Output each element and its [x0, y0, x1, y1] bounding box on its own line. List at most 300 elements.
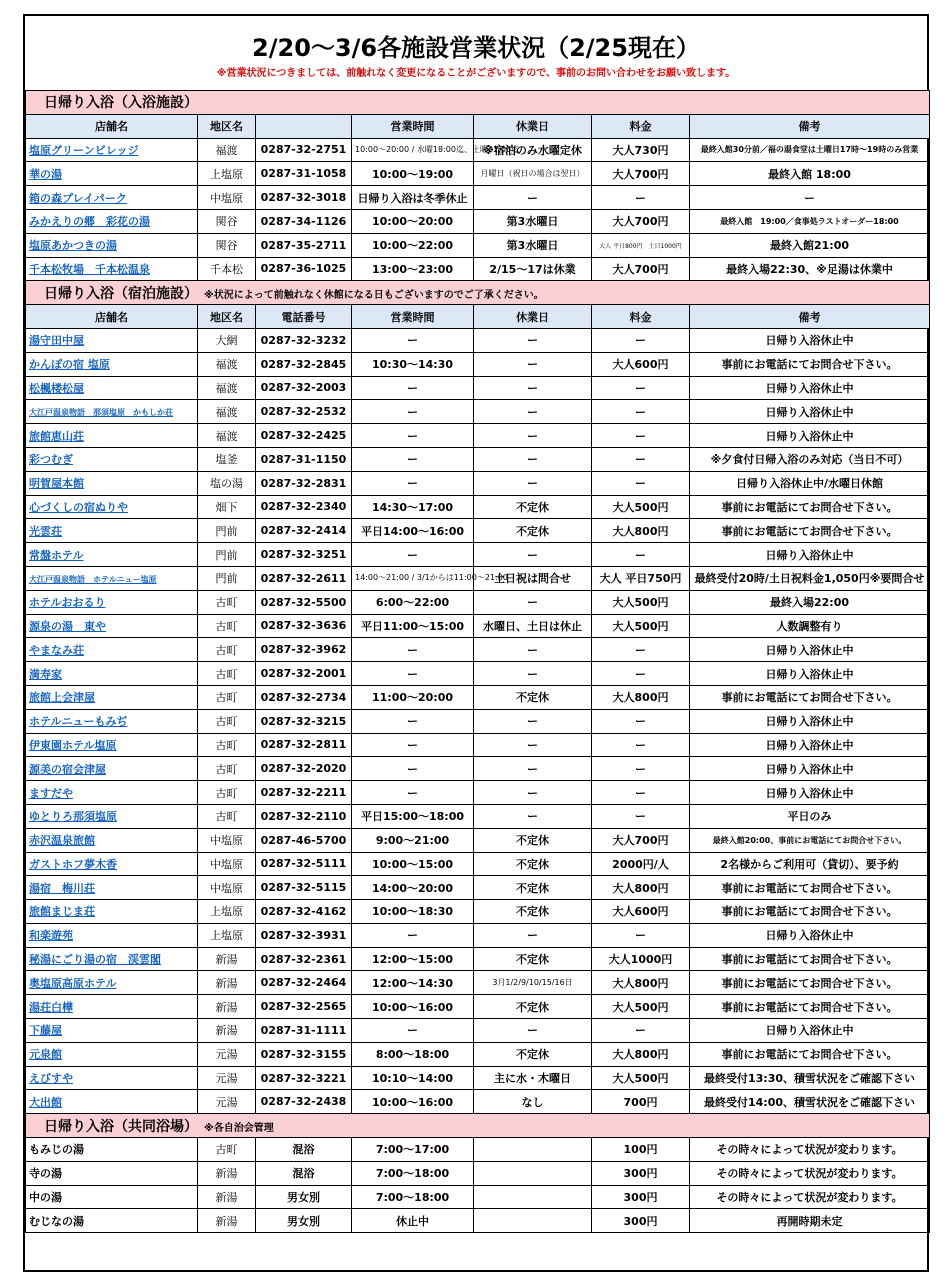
facility-link[interactable]: 松楓楼松屋	[29, 381, 84, 395]
cell-area: 上塩原	[198, 900, 256, 924]
cell-remarks: ※夕食付日帰入浴のみ対応（当日不可）	[690, 447, 930, 471]
table-row	[26, 138, 930, 162]
cell-phone: 0287-36-1025	[256, 257, 352, 281]
table-row	[26, 828, 930, 852]
cell-area: 塩釜	[198, 447, 256, 471]
table-row	[26, 614, 930, 638]
facility-name-cell	[26, 828, 198, 852]
cell-hours: ー	[352, 376, 474, 400]
cell-area: 中塩原	[198, 876, 256, 900]
facility-link[interactable]: 元泉館	[29, 1048, 62, 1062]
cell-fee: 300円	[592, 1161, 690, 1185]
cell-remarks: 最終受付14:00、積雪状況をご確認下さい	[690, 1090, 930, 1114]
facility-name-cell	[26, 1161, 198, 1185]
cell-hours: ー	[352, 923, 474, 947]
cell-remarks: 事前にお電話にてお問合せ下さい。	[690, 495, 930, 519]
facility-name-cell	[26, 566, 198, 590]
cell-phone: 混浴	[256, 1138, 352, 1162]
cell-fee: 大人 平日800円 土日1000円	[592, 233, 690, 257]
cell-fee: ー	[592, 1019, 690, 1043]
facility-name-cell	[26, 1042, 198, 1066]
table-row	[26, 543, 930, 567]
facility-link[interactable]: 伊東園ホテル塩原	[29, 738, 117, 752]
cell-hours: 休止中	[352, 1209, 474, 1233]
facility-link[interactable]: 奥塩原高原ホテル	[29, 976, 117, 990]
cell-closed: ー	[474, 733, 592, 757]
cell-hours: 10:10～14:00	[352, 1066, 474, 1090]
cell-remarks: 最終入館 18:00	[690, 162, 930, 186]
cell-hours: 10:00～20:00	[352, 209, 474, 233]
section-title: 日帰り入浴（宿泊施設）	[44, 285, 198, 302]
facility-link[interactable]: かんぽの宿 塩原	[29, 358, 110, 372]
cell-fee: 大人500円	[592, 1066, 690, 1090]
cell-hours: ー	[352, 781, 474, 805]
cell-remarks: 再開時期未定	[690, 1209, 930, 1233]
cell-area: 関谷	[198, 209, 256, 233]
facility-link[interactable]: ゆとりろ那須塩原	[29, 810, 117, 824]
cell-fee: 大人600円	[592, 352, 690, 376]
facility-link[interactable]: 大江戸温泉物語 ホテルニュー塩原	[29, 574, 157, 584]
cell-phone: 0287-32-3215	[256, 709, 352, 733]
cell-closed: ー	[474, 1019, 592, 1043]
facility-name-cell	[26, 186, 198, 210]
table-row	[26, 1185, 930, 1209]
cell-remarks: 日帰り入浴休止中	[690, 709, 930, 733]
cell-area: 新湯	[198, 971, 256, 995]
facility-link[interactable]: えびすや	[29, 1072, 73, 1086]
facility-link[interactable]: 旅館まじま荘	[29, 905, 95, 919]
cell-closed: ー	[474, 757, 592, 781]
cell-area: 古町	[198, 662, 256, 686]
facility-link[interactable]: 大出館	[29, 1095, 62, 1109]
cell-area: 千本松	[198, 257, 256, 281]
cell-area: 古町	[198, 685, 256, 709]
cell-fee: ー	[592, 757, 690, 781]
cell-remarks: 平日のみ	[690, 804, 930, 828]
cell-area: 福渡	[198, 424, 256, 448]
cell-hours: 10:00～18:30	[352, 900, 474, 924]
cell-remarks: 日帰り入浴休止中	[690, 424, 930, 448]
column-header-fee: 料金	[592, 114, 690, 138]
cell-closed: 主に水・木曜日	[474, 1066, 592, 1090]
table-row	[26, 1209, 930, 1233]
cell-remarks: 最終入館 19:00／食事処ラストオーダー18:00	[690, 209, 930, 233]
facility-link[interactable]: 源泉の湯 東や	[29, 619, 106, 633]
table-row	[26, 947, 930, 971]
facility-link[interactable]: 湯荘白樺	[29, 1000, 73, 1014]
cell-area: 古町	[198, 781, 256, 805]
facility-name-cell	[26, 519, 198, 543]
cell-closed: 第3水曜日	[474, 233, 592, 257]
cell-closed	[474, 1209, 592, 1233]
cell-remarks: 最終入場22:30、※足湯は休業中	[690, 257, 930, 281]
cell-hours: 平日11:00～15:00	[352, 614, 474, 638]
cell-area: 古町	[198, 1138, 256, 1162]
cell-hours: 10:00～16:00	[352, 995, 474, 1019]
column-header-name: 店舗名	[26, 114, 198, 138]
table-row	[26, 162, 930, 186]
table-row	[26, 186, 930, 210]
cell-hours: 7:00～17:00	[352, 1138, 474, 1162]
cell-fee: 大人500円	[592, 590, 690, 614]
cell-fee: ー	[592, 662, 690, 686]
facility-link[interactable]: 彩つむぎ	[29, 453, 73, 467]
cell-area: 元湯	[198, 1090, 256, 1114]
cell-phone: 0287-35-2711	[256, 233, 352, 257]
table-row	[26, 971, 930, 995]
cell-remarks: 最終受付13:30、積雪状況をご確認下さい	[690, 1066, 930, 1090]
cell-phone: 0287-32-3221	[256, 1066, 352, 1090]
facility-name-cell	[26, 495, 198, 519]
cell-remarks: 事前にお電話にてお問合せ下さい。	[690, 947, 930, 971]
facility-name-cell	[26, 781, 198, 805]
table-row	[26, 1066, 930, 1090]
facility-link[interactable]: 明賀屋本館	[29, 477, 84, 491]
section-header	[26, 91, 930, 115]
cell-hours: 13:00～23:00	[352, 257, 474, 281]
cell-area: 古町	[198, 709, 256, 733]
cell-phone: 0287-32-2532	[256, 400, 352, 424]
cell-phone: 0287-32-3636	[256, 614, 352, 638]
facility-name-cell	[26, 900, 198, 924]
cell-hours: ー	[352, 447, 474, 471]
cell-fee: ー	[592, 328, 690, 352]
table-row	[26, 495, 930, 519]
table-row	[26, 400, 930, 424]
column-header-phone: 電話番号	[256, 305, 352, 329]
facility-name-cell	[26, 400, 198, 424]
facility-name-cell	[26, 804, 198, 828]
cell-closed: ー	[474, 424, 592, 448]
column-header-hours: 営業時間	[352, 114, 474, 138]
facility-link[interactable]: ホテルニューもみぢ	[29, 715, 128, 729]
cell-phone: 0287-32-2340	[256, 495, 352, 519]
cell-phone: 0287-32-2211	[256, 781, 352, 805]
facility-link[interactable]: 秘湯にごり湯の宿 渓雲閣	[29, 953, 161, 967]
notice-text: ※営業状況につきましては、前触れなく変更になることがございますので、事前のお問い合わせをお願い致します。	[216, 68, 736, 79]
section-title: 日帰り入浴（共同浴場）	[44, 1118, 198, 1135]
section-title: 日帰り入浴（入浴施設）	[44, 95, 198, 112]
cell-phone: 0287-32-5115	[256, 876, 352, 900]
facility-link[interactable]: 湯宿 梅川荘	[29, 881, 95, 895]
cell-closed: ー	[474, 638, 592, 662]
table-row	[26, 352, 930, 376]
facility-link[interactable]: ホテルおおるり	[29, 596, 106, 610]
cell-hours: 10:00～15:00	[352, 852, 474, 876]
cell-fee: 大人700円	[592, 257, 690, 281]
cell-closed: ー	[474, 447, 592, 471]
facility-name-cell	[26, 1138, 198, 1162]
facility-name-cell	[26, 162, 198, 186]
table-row	[26, 709, 930, 733]
cell-area: 福渡	[198, 138, 256, 162]
cell-fee: 700円	[592, 1090, 690, 1114]
facility-name-cell	[26, 1209, 198, 1233]
cell-closed	[474, 1138, 592, 1162]
cell-phone: 0287-32-2001	[256, 662, 352, 686]
facility-link[interactable]: みかえりの郷 彩花の湯	[29, 215, 150, 229]
cell-area: 新湯	[198, 1209, 256, 1233]
cell-closed: ー	[474, 471, 592, 495]
facility-link[interactable]: 光雲荘	[29, 524, 62, 538]
cell-area: 門前	[198, 519, 256, 543]
cell-remarks: 事前にお電話にてお問合せ下さい。	[690, 352, 930, 376]
cell-phone: 0287-32-3962	[256, 638, 352, 662]
column-header-closed: 休業日	[474, 114, 592, 138]
facility-name-cell	[26, 685, 198, 709]
facility-link[interactable]: 大江戸温泉物語 那須塩原 かもしか荘	[29, 408, 173, 418]
cell-fee: 100円	[592, 1138, 690, 1162]
cell-area: 新湯	[198, 1185, 256, 1209]
cell-remarks: 日帰り入浴休止中	[690, 923, 930, 947]
facility-table	[25, 90, 930, 1233]
cell-area: 古町	[198, 733, 256, 757]
cell-phone: 0287-32-3931	[256, 923, 352, 947]
column-header-area: 地区名	[198, 305, 256, 329]
cell-hours: 平日14:00～16:00	[352, 519, 474, 543]
section-header	[26, 281, 930, 305]
cell-area: 新湯	[198, 947, 256, 971]
cell-closed: ー	[474, 328, 592, 352]
cell-phone: 0287-31-1111	[256, 1019, 352, 1043]
table-row	[26, 376, 930, 400]
cell-remarks: ー	[690, 186, 930, 210]
cell-remarks: その時々によって状況が変わります。	[690, 1138, 930, 1162]
cell-hours: ー	[352, 709, 474, 733]
cell-closed: 不定休	[474, 995, 592, 1019]
cell-closed: 不定休	[474, 1042, 592, 1066]
cell-fee: ー	[592, 400, 690, 424]
table-row	[26, 1161, 930, 1185]
cell-area: 関谷	[198, 233, 256, 257]
facility-link[interactable]: やまなみ荘	[29, 643, 84, 657]
facility-link[interactable]: 旅館恵山荘	[29, 429, 84, 443]
cell-remarks: 日帰り入浴休止中	[690, 781, 930, 805]
facility-name-cell	[26, 852, 198, 876]
cell-fee: 大人800円	[592, 685, 690, 709]
cell-fee: 大人 平日750円	[592, 566, 690, 590]
cell-hours: 10:00～16:00	[352, 1090, 474, 1114]
facility-name-cell	[26, 1185, 198, 1209]
cell-remarks: 事前にお電話にてお問合せ下さい。	[690, 1042, 930, 1066]
cell-hours: 12:00～14:30	[352, 971, 474, 995]
facility-link[interactable]: 塩原あかつきの湯	[29, 239, 117, 253]
cell-phone: 0287-32-5500	[256, 590, 352, 614]
section-header-row	[26, 281, 930, 305]
facility-name-cell	[26, 471, 198, 495]
facility-link[interactable]: 赤沢温泉旅館	[29, 834, 95, 848]
cell-phone: 0287-32-2020	[256, 757, 352, 781]
cell-closed: 不定休	[474, 828, 592, 852]
cell-closed: ー	[474, 709, 592, 733]
table-row	[26, 471, 930, 495]
facility-name: 寺の湯	[29, 1167, 62, 1181]
cell-fee: 大人700円	[592, 828, 690, 852]
facility-name-cell	[26, 995, 198, 1019]
facility-name: もみじの湯	[29, 1143, 84, 1157]
cell-hours: 日帰り入浴は冬季休止	[352, 186, 474, 210]
cell-fee: ー	[592, 923, 690, 947]
cell-hours: ー	[352, 328, 474, 352]
cell-area: 元湯	[198, 1042, 256, 1066]
cell-remarks: その時々によって状況が変わります。	[690, 1185, 930, 1209]
facility-name-cell	[26, 257, 198, 281]
cell-fee: ー	[592, 709, 690, 733]
column-header-name: 店舗名	[26, 305, 198, 329]
cell-fee: 大人800円	[592, 519, 690, 543]
facility-link[interactable]: 箱の森プレイパーク	[29, 191, 127, 205]
cell-hours: ー	[352, 638, 474, 662]
column-header-remarks: 備考	[690, 114, 930, 138]
cell-remarks: 最終受付20時/土日祝料金1,050円※要問合せ	[690, 566, 930, 590]
cell-closed: ー	[474, 662, 592, 686]
cell-area: 古町	[198, 590, 256, 614]
table-row	[26, 424, 930, 448]
cell-area: 福渡	[198, 400, 256, 424]
cell-area: 古町	[198, 757, 256, 781]
facility-name-cell	[26, 757, 198, 781]
cell-fee: ー	[592, 781, 690, 805]
table-row	[26, 876, 930, 900]
cell-remarks: 日帰り入浴休止中	[690, 733, 930, 757]
cell-fee: 大人500円	[592, 995, 690, 1019]
section-note: ※状況によって前触れなく休館になる日もございますのでご了承ください。	[204, 289, 544, 301]
cell-hours: ー	[352, 757, 474, 781]
facility-link[interactable]: ガストホフ夢木香	[29, 857, 117, 871]
cell-closed: ー	[474, 590, 592, 614]
facility-name-cell	[26, 138, 198, 162]
table-row	[26, 1090, 930, 1114]
cell-remarks: 日帰り入浴休止中	[690, 543, 930, 567]
facility-name-cell	[26, 352, 198, 376]
facility-name-cell	[26, 733, 198, 757]
cell-phone: 0287-31-1058	[256, 162, 352, 186]
cell-fee: 大人730円	[592, 138, 690, 162]
facility-link[interactable]: 和楽遊苑	[29, 929, 73, 943]
cell-area: 新湯	[198, 995, 256, 1019]
cell-remarks: 日帰り入浴休止中	[690, 1019, 930, 1043]
cell-fee: 大人800円	[592, 971, 690, 995]
facility-name-cell	[26, 1090, 198, 1114]
cell-hours: 平日15:00～18:00	[352, 804, 474, 828]
cell-closed: 2/15～17は休業	[474, 257, 592, 281]
facility-name-cell	[26, 447, 198, 471]
cell-remarks: 日帰り入浴休止中	[690, 638, 930, 662]
cell-phone: 0287-32-2751	[256, 138, 352, 162]
cell-hours: 10:00～19:00	[352, 162, 474, 186]
cell-area: 福渡	[198, 352, 256, 376]
table-row	[26, 233, 930, 257]
section-header-row	[26, 91, 930, 115]
cell-remarks: 日帰り入浴休止中	[690, 662, 930, 686]
cell-remarks: 2名様からご利用可（貸切）、要予約	[690, 852, 930, 876]
cell-phone: 0287-32-2003	[256, 376, 352, 400]
facility-name-cell	[26, 709, 198, 733]
cell-phone: 0287-31-1150	[256, 447, 352, 471]
section-header-row	[26, 1114, 930, 1138]
cell-remarks: 最終入館30分前／福の湯食堂は土曜日17時～19時のみ営業	[690, 138, 930, 162]
facility-link[interactable]: 常盤ホテル	[29, 548, 84, 562]
cell-hours: 9:00～21:00	[352, 828, 474, 852]
cell-phone: 0287-46-5700	[256, 828, 352, 852]
facility-link[interactable]: 塩原グリーンビレッジ	[29, 143, 139, 157]
cell-closed: ー	[474, 781, 592, 805]
facility-name-cell	[26, 638, 198, 662]
cell-phone: 0287-32-3155	[256, 1042, 352, 1066]
facility-name-cell	[26, 376, 198, 400]
facility-name-cell	[26, 662, 198, 686]
table-row	[26, 328, 930, 352]
cell-remarks: 最終入館20:00、事前にお電話にてお問合せ下さい。	[690, 828, 930, 852]
cell-fee: ー	[592, 804, 690, 828]
facility-link[interactable]: 源美の宿会津屋	[29, 762, 106, 776]
cell-hours: 6:00～22:00	[352, 590, 474, 614]
cell-area: 古町	[198, 614, 256, 638]
cell-phone: 0287-32-3251	[256, 543, 352, 567]
cell-closed: 不定休	[474, 900, 592, 924]
cell-closed: 土日祝は問合せ	[474, 566, 592, 590]
column-header-area: 地区名	[198, 114, 256, 138]
table-row	[26, 638, 930, 662]
cell-area: 元湯	[198, 1066, 256, 1090]
table-row	[26, 590, 930, 614]
column-header-phone	[256, 114, 352, 138]
facility-link[interactable]: 旅館上会津屋	[29, 691, 95, 705]
cell-closed: ー	[474, 352, 592, 376]
facility-link[interactable]: 華の湯	[29, 167, 62, 181]
cell-hours: ー	[352, 733, 474, 757]
cell-area: 門前	[198, 566, 256, 590]
cell-phone: 0287-32-2811	[256, 733, 352, 757]
facility-name-cell	[26, 1019, 198, 1043]
facility-link[interactable]: 満寿家	[29, 667, 62, 681]
facility-link[interactable]: 下藤屋	[29, 1024, 62, 1038]
cell-closed	[474, 1161, 592, 1185]
cell-fee: ー	[592, 447, 690, 471]
cell-hours: ー	[352, 400, 474, 424]
cell-hours: ー	[352, 1019, 474, 1043]
cell-fee: 大人600円	[592, 900, 690, 924]
column-header-fee: 料金	[592, 305, 690, 329]
cell-area: 門前	[198, 543, 256, 567]
cell-phone: 0287-32-5111	[256, 852, 352, 876]
cell-closed: ー	[474, 400, 592, 424]
cell-fee: 大人500円	[592, 614, 690, 638]
facility-link[interactable]: 湯守田中屋	[29, 334, 84, 348]
cell-fee: 大人700円	[592, 209, 690, 233]
cell-phone: 0287-32-2611	[256, 566, 352, 590]
facility-name: むじなの湯	[29, 1214, 84, 1228]
cell-fee: ー	[592, 186, 690, 210]
cell-area: 畑下	[198, 495, 256, 519]
cell-phone: 0287-32-4162	[256, 900, 352, 924]
cell-hours: 14:00～21:00 / 3/1からは11:00～21:00	[352, 566, 474, 590]
table-row	[26, 566, 930, 590]
cell-closed: 不定休	[474, 876, 592, 900]
cell-area: 大網	[198, 328, 256, 352]
cell-fee: 大人1000円	[592, 947, 690, 971]
facility-name-cell	[26, 543, 198, 567]
facility-link[interactable]: 千本松牧場 千本松温泉	[29, 262, 150, 276]
cell-area: 古町	[198, 638, 256, 662]
cell-fee: 大人800円	[592, 1042, 690, 1066]
facility-link[interactable]: ますだや	[29, 786, 73, 800]
facility-link[interactable]: 心づくしの宿ぬりや	[29, 500, 128, 514]
cell-fee: 300円	[592, 1185, 690, 1209]
cell-remarks: 事前にお電話にてお問合せ下さい。	[690, 519, 930, 543]
cell-hours: 7:00～18:00	[352, 1161, 474, 1185]
cell-fee: 大人500円	[592, 495, 690, 519]
